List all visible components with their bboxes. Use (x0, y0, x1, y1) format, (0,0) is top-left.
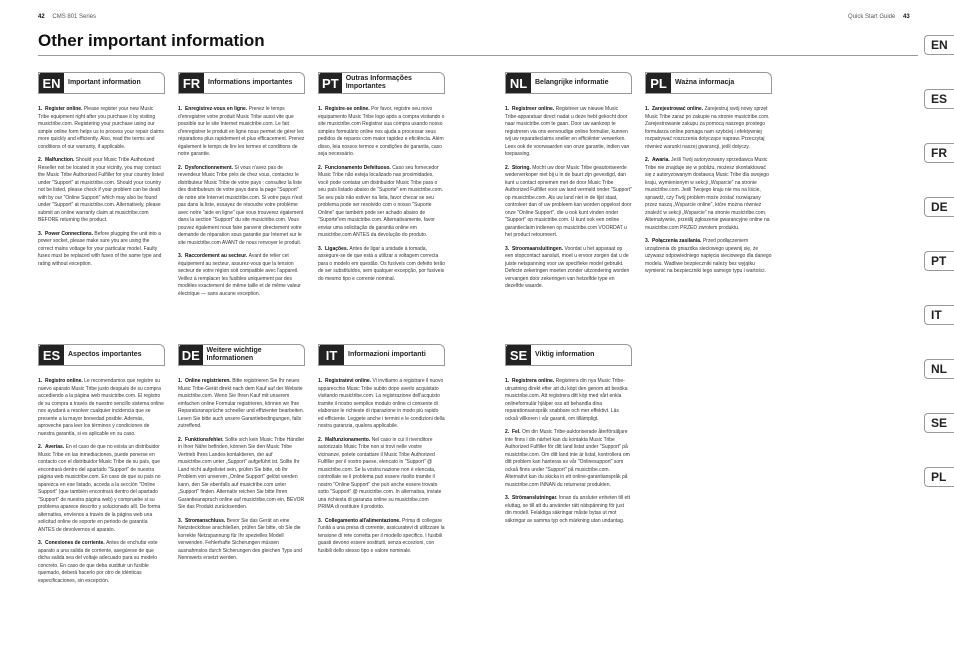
item-title: Registrera online. (511, 378, 556, 384)
section-fr (178, 72, 305, 304)
info-item (38, 106, 165, 151)
item-text: Please register your new Music Tribe equipment right after you purchase it by visiting musictribe.com. Registering your purchase using our simple online form helps us to process your repair claims more quickly and efficiently. Also, read the terms and conditions of our warranty, if applicable. (38, 106, 164, 150)
item-number: 3. (318, 517, 325, 524)
item-text: Le recomendamos que registre su nuevo aparato Music Tribe justo después de su compra accediendo a la página web musictribe.com. El registro de su compra a través de nuestro sencillo sistema online nos ayudará a resolver cualquier incidencia que se presente a la mayor brevedad posible. Además, aproveche para leer los términos y condiciones de nuestra garantía, si es aplicable en su caso. (38, 378, 164, 437)
item-title: Enregistrez-vous en ligne. (184, 106, 249, 112)
item-title: Stromanschluss. (184, 517, 227, 524)
info-item (38, 157, 165, 225)
section-se (505, 344, 632, 531)
item-text: Antes de enchufar este aparato a una salida de corriente, asegúrese de que dicha salida sea del voltaje adecuado para su modelo concreto. En caso de que deba sustituir un fusible quemado, deberá hacerlo por otro de idénticas especificaciones, sin excepción. (38, 540, 158, 584)
section-title: Informations importantes (208, 79, 293, 86)
language-tab-en[interactable]: EN (924, 35, 954, 55)
item-number: 1. (645, 106, 652, 112)
language-code-badge: ES (39, 344, 64, 366)
item-text: En el caso de que no exista un distribuidor Music Tribe en las inmediaciones, puede ponerse en contacto con el distribuidor Music Tribe de su país, que encontrará dentro del apartado "Support" de nuestra página web musictribe.com. En caso de que su país no aparezca en ese listado, acceda a la sección "Online Support" (que también encontrará dentro del apartado "Support" de nuestra página web) y compruebe si su problema aparece descrito y solucionado allí. De forma alternativa, envíenos a través de la página web una solicitud online de soporte en periodo de garantía ANTES de devolvernos el aparato. (38, 444, 161, 533)
section-title: Ważna informacja (675, 79, 735, 86)
section-header (178, 344, 305, 366)
left-page-number: 42 (38, 14, 45, 20)
item-number: 3. (38, 230, 45, 237)
item-text: Caso seu fornecedor Music Tribe não esteja localizado nas proximidades, você pode contatar um distribuidor Music Tribe para o seu país listado abaixo de "Suporte" em musictribe.com. Se seu país não estiver na lista, favor checar se seu problema pode ser resolvido com o nosso "Suporte Online" que também pode ser achado abaixo de "Suporte"em musictribe.com. Alternativamente, favor enviar uma solicitação de garantia online em musictribe.com ANTES da devolução do produto. (318, 164, 443, 238)
info-item (38, 231, 165, 269)
item-text: Avant de relier cet équipement au secteur, assurez-vous que la tension secteur de votre région soit compatible avec l'appareil. Veillez à remplacer les fusibles uniquement par des modèles exactement de même taille et de même valeur électrique — sans aucune exception. (178, 253, 301, 297)
section-title: Weitere wichtige Informationen (206, 347, 262, 362)
item-title: Połączenia zasilania. (651, 238, 703, 244)
item-number: 1. (505, 106, 512, 112)
info-item (505, 495, 632, 525)
info-item (318, 378, 445, 431)
section-items (505, 106, 632, 291)
section-title: Belangrijke informatie (535, 79, 609, 86)
info-item (505, 106, 632, 159)
item-text: Prima di collegare l'unità a una presa di corrente, assicuratevi di utilizzare la tensione di rete corretta per il modello specifico. I fusibili guasti devono essere sostituiti, senza eccezioni, con fusibili dello stesso tipo e valore nominale. (318, 517, 445, 554)
item-number: 3. (38, 540, 45, 546)
item-title: Register online. (44, 106, 84, 112)
item-text: Registreer uw nieuwe Music Tribe-apparatuur direct nadat u deze hebt gekocht door naar musictribe.com te gaan. Door uw aankoop te registreren via ons eenvoudige online formulier, kunnen wij uw reparatieclaims sneller en efficiënter verwerken. Lees ook de voorwaarden van onze garantie, indien van toepassing. (505, 106, 630, 157)
item-text: Si vous n'avez pas de revendeur Music Tribe près de chez vous, contactez le distributeur Music Tribe de votre pays : consultez la liste des distributeurs de votre pays dans la page "Support" de notre site Internet musictribe.com. Si votre pays n'est pas dans la liste, essayez de résoudre votre problème avec notre "aide en ligne" que vous trouverez également dans la section "Support" du site musictribe.com. Vous pouvez également nous faire parvenir directement votre demande de réparation sous garantie par Internet sur le site musictribe.com AVANT de nous renvoyer le produit. (178, 164, 304, 246)
right-page-header (848, 14, 916, 20)
item-text: Nel caso in cui il rivenditore autorizzato Music Tribe non si trovi nelle vostre vicinanze, potete contattare il Music Tribe Authorized Fulfiller per il vostro paese, elencato in "Support" @ musictribe.com. Se la vostra nazione non è elencata, controllate se il problema può essere risolto tramite il nostro "Online Support" che può anche essere trovato sotto "Support" @ musictribe.com. In alternativa, inviate una richiesta di garanzia online su musictribe.com PRIMA di restituire il prodotto. (318, 436, 442, 510)
section-items (178, 106, 305, 298)
item-title: Awaria. (651, 157, 672, 163)
item-text: Registrera din nya Music Tribe-utrustning direkt efter att du köpt den genom att besöka musictribe.com. Att registrera ditt köp med vårt enkla onlineformulär hjälper oss att behandla dina reparationsanspråk snabbare och mer effektivt. Läs också villkoren i vår garanti, om tillämpligt. (505, 378, 628, 422)
section-nl (505, 72, 632, 297)
section-header (505, 72, 632, 94)
info-item (38, 378, 165, 438)
item-title: Registre-se online. (324, 106, 372, 112)
item-text: Om din Music Tribe-auktoriserade återförsäljare inte finns i din närhet kan du kontakta Music Tribe Authorized Fulfiller för ditt land listat under "Support" på musictribe.com. Om ditt land inte är listat, kontrollera om ditt problem kan hanteras av vår "Onlinesupport" som också finns under "Support" på musictribe.com. Alternativt kan du skicka in ett online-garantianspråk på musictribe.com INNAN du returnerar produkten. (505, 429, 630, 488)
item-text: Jeśli Twój autoryzowany sprzedawca Music Tribe nie znajduje się w pobliżu, możesz skontaktować się z autoryzowanym dostawcą Music Tribe dla swojego kraju, wymienionym w sekcji „Wsparcie" na stronie musictribe.com. Jeśli Twojego kraju nie ma na liście, sprawdź, czy Twój problem może zostać rozwiązany przez naszą „Wsparcie online", które można również znaleźć w sekcji „Wsparcie" na stronie musictribe.com. Alternatywnie, prześlij zgłoszenie gwarancyjne online na musictribe.com PRZED zwrotem produktu. (645, 157, 770, 231)
info-item (178, 106, 305, 159)
item-text: Przed podłączeniem urządzenia do gniazdka sieciowego upewnij się, że używasz odpowiedniego napięcia sieciowego dla danego modelu. Wadliwe bezpieczniki należy bez wyjątku wymienić na bezpieczniki tego samego typu i wartości. (645, 238, 772, 274)
item-number: 1. (38, 106, 45, 112)
item-number: 1. (38, 378, 45, 384)
language-code-badge: PL (646, 72, 671, 94)
language-tab-nl[interactable]: NL (924, 359, 954, 379)
item-number: 2. (178, 164, 185, 171)
info-item (505, 165, 632, 240)
title-rule (38, 55, 918, 56)
language-tab-it[interactable]: IT (924, 305, 954, 325)
item-number: 3. (505, 495, 512, 501)
item-title: Registratevi online. (324, 378, 373, 384)
item-title: Conexiones de corriente. (44, 540, 107, 546)
section-items (318, 378, 445, 555)
section-header (318, 72, 445, 94)
item-number: 1. (318, 106, 325, 112)
info-item (178, 253, 305, 298)
right-guide-label: Quick Start Guide (848, 14, 896, 20)
item-number: 1. (318, 378, 325, 384)
info-item (38, 540, 165, 585)
section-es (38, 344, 165, 591)
section-header (505, 344, 632, 366)
language-tab-fr[interactable]: FR (924, 143, 954, 163)
section-items (505, 378, 632, 525)
item-text: Bevor Sie das Gerät an eine Netzsteckdose anschließen, prüfen Sie bitte, ob Sie die korrekte Netzspannung für Ihr spezielles Modell verwenden. Fehlerhafte Sicherungen müssen ausnahmslos durch Sicherungen des gleichen Typs und Nennwerts ersetzt werden. (178, 517, 302, 561)
language-code-badge: FR (179, 72, 204, 94)
item-number: 2. (318, 164, 325, 171)
info-item (645, 157, 772, 232)
language-tab-de[interactable]: DE (924, 197, 954, 217)
left-series-name: CMS 801 Series (52, 14, 97, 20)
item-title: Registreer online. (511, 106, 556, 112)
item-title: Strömanslutningar. (511, 495, 559, 501)
item-text: Prenez le temps d'enregistrer votre produit Music Tribe aussi vite que possible sur le site Internet musictribe.com. Le fait d'enregistrer le produit en ligne nous permet de gérer les réparations plus rapidement et plus efficacement. Prenez également le temps de lire les termes et conditions de notre garantie. (178, 106, 305, 157)
language-tab-se[interactable]: SE (924, 413, 954, 433)
section-it (318, 344, 445, 561)
item-number: 3. (178, 253, 185, 259)
item-title: Zarejestrować online. (651, 106, 705, 112)
language-code-badge: DE (179, 344, 203, 366)
language-tab-pl[interactable]: PL (924, 467, 954, 487)
section-items (38, 378, 165, 585)
section-items (178, 378, 305, 563)
section-items (318, 106, 445, 283)
language-tab-pt[interactable]: PT (924, 251, 954, 271)
section-title: Viktig information (535, 351, 595, 358)
section-header (645, 72, 772, 94)
item-text: Zarejestruj swój nowy sprzęt Music Tribe zaraz po zakupie na stronie musictribe.com. Zarejestrowanie zakupu za pomocą naszego prostego formularza online pomaga nam szybciej i efektywniej rozpatrywać roszczenia dotyczące napraw. Przeczytaj również warunki naszej gwarancji, jeśli dotyczy. (645, 106, 770, 150)
section-header (38, 72, 165, 94)
item-title: Funcionamento Defeituoso. (324, 164, 393, 171)
item-number: 3. (505, 245, 512, 252)
item-title: Averías. (44, 444, 66, 450)
item-number: 2. (318, 436, 325, 443)
item-title: Power Connections. (44, 230, 95, 237)
item-title: Malfunction. (44, 157, 76, 163)
section-pt (318, 72, 445, 289)
language-code-badge: PT (319, 72, 342, 94)
item-title: Malfunzionamento. (324, 436, 372, 443)
section-de (178, 344, 305, 569)
item-number: 1. (178, 106, 185, 112)
item-number: 2. (505, 164, 512, 171)
item-title: Storing. (511, 164, 533, 171)
item-text: Sollte sich kein Music Tribe Händler in Ihrer Nähe befinden, können Sie den Music Tribe Vertrieb Ihres Landes kontaktieren, der auf musictribe.com unter „Support" aufgeführt ist. Sollte Ihr Land nicht aufgelistet sein, prüfen Sie bitte, ob Ihr Problem von unserem „Online Support" gelöst werden kann, den Sie ebenfalls auf musictribe.com unter „Support" finden. Alternativ reichen Sie bitte Ihren Garantieanspruch online auf musictribe.com ein, BEVOR Sie das Produkt zurücksenden. (178, 436, 305, 510)
item-text: Vi invitiamo a registrare il nuovo apparecchio Music Tribe subito dopo averlo acquistato visitando musictribe.com. La registrazione dell'acquisto tramite il nostro semplice modulo online ci consente di elaborare le richieste di riparazione in modo più rapido ed efficiente. Leggete anche i termini e le condizioni della nostra garanzia, qualora applicabile. (318, 378, 445, 429)
info-item (318, 246, 445, 284)
item-number: 3. (645, 238, 652, 244)
item-text: Should your Music Tribe Authorized Reseller not be located in your vicinity, you may contact the Music Tribe Authorized Fulfiller for your country listed under "Support" at musictribe.com. Should your country not be listed, please check if your problem can be dealt with by our "Online Support" which may also be found under "Support" at musictribe.com. Alternatively, please submit an online warranty claim at musictribe.com BEFORE returning the product. (38, 157, 164, 223)
item-title: Ligações. (324, 245, 350, 252)
item-title: Fel. (511, 429, 522, 435)
item-title: Raccordement au secteur. (184, 253, 249, 259)
item-title: Registro online. (44, 378, 85, 384)
info-item (505, 246, 632, 291)
item-title: Funktionsfehler. (184, 436, 225, 443)
section-title: Informazioni importanti (348, 351, 426, 358)
section-items (38, 106, 165, 268)
language-code-badge: IT (319, 344, 344, 366)
item-number: 1. (505, 378, 512, 384)
item-text: Antes de ligar a unidade à tomada, assegure-se de que está a utilizar a voltagem correcta para o modelo em questão. Os fusíveis com defeito terão de ser substituídos, sem qualquer excepção, por fusíveis do mesmo tipo e corrente nominal. (318, 245, 446, 282)
item-text: Mocht uw door Music Tribe geautoriseerde wederverkoper niet bij u in de buurt zijn gevestigd, dan kunt u contact opnemen met de door Music Tribe Authorized Fulfiller voor uw land vermeld onder "Support" op musictribe.com. Als uw land niet in de lijst staat, controleer dan of uw probleem kan worden opgelost door onze "Online Support", die u ook kunt vinden onder "Support" op musictribe.com. U kunt ook een online garantieclaim indienen op musictribe.com VOORDAT u het product retourneert. (505, 164, 632, 238)
info-item (318, 106, 445, 159)
right-page-number: 43 (903, 14, 910, 20)
info-item (38, 444, 165, 534)
info-item (318, 518, 445, 556)
item-title: Online registrieren. (184, 378, 233, 384)
info-item (505, 378, 632, 423)
item-text: Por favor, registre seu novo equipamento Music Tribe logo após a compra visitando o site musictribe.com Registrar sua compra usando nosso simples formulário online nos ajuda a processar seus pedidos de reparos com maior rapidez e eficiência. Além disso, leia nossos termos e condições de garantia, caso seja necessário. (318, 106, 445, 157)
item-title: Stroomaansluitingen. (511, 245, 565, 252)
section-header (178, 72, 305, 94)
language-code-badge: SE (506, 344, 531, 366)
info-item (645, 238, 772, 276)
item-number: 2. (178, 436, 185, 443)
item-number: 3. (178, 517, 185, 524)
item-number: 3. (318, 245, 325, 252)
item-text: Voordat u het apparaat op een stopcontact aansluit, moet u ervoor zorgen dat u de juiste netspanning voor uw specifieke model gebruikt. Defecte zekeringen moeten zonder uitzondering worden vervangen door zekeringen van hetzelfde type en dezelfde waarde. (505, 245, 630, 289)
item-text: Bitte registrieren Sie Ihr neues Music Tribe-Gerät direkt nach dem Kauf auf der Website musictribe.com. Wenn Sie Ihren Kauf mit unserem einfachen online Formular registrieren, können wir Ihre Reparaturansprüche schneller und effizienter bearbeiten. Lesen Sie bitte auch unsere Garantiebedingungen, falls zutreffend. (178, 378, 305, 429)
item-number: 2. (38, 157, 45, 163)
info-item (178, 378, 305, 431)
info-item (178, 437, 305, 512)
section-title: Aspectos importantes (68, 351, 142, 358)
left-page-header (38, 14, 96, 20)
section-header (38, 344, 165, 366)
section-title: Outras Informações Importantes (345, 75, 412, 90)
section-pl (645, 72, 772, 282)
info-item (318, 165, 445, 240)
language-tab-es[interactable]: ES (924, 89, 954, 109)
info-item (178, 518, 305, 563)
item-text: Innan du ansluter enheten till ett eluttag, se till att du använder rätt nätspänning för just din modell. Felaktiga säkringar måste bytas ut mot säkringar av samma typ och märkning utan undantag. (505, 495, 631, 524)
section-en (38, 72, 165, 274)
item-number: 2. (38, 444, 45, 450)
item-title: Dysfonctionnement. (184, 164, 235, 171)
page-title: Other important information (38, 31, 265, 50)
info-item (318, 437, 445, 512)
section-items (645, 106, 772, 276)
item-text: Before plugging the unit into a power socket, please make sure you are using the correct mains voltage for your particular model. Faulty fuses must be replaced with fuses of the same type and rating without exception. (38, 230, 162, 267)
item-number: 2. (645, 157, 652, 163)
language-code-badge: EN (39, 72, 64, 94)
info-item (178, 165, 305, 248)
info-item (645, 106, 772, 151)
section-header (318, 344, 445, 366)
item-number: 2. (505, 429, 512, 435)
language-code-badge: NL (506, 72, 531, 94)
section-title: Important information (68, 79, 141, 86)
info-item (505, 429, 632, 489)
item-title: Collegamento all'alimentazione. (324, 517, 402, 524)
item-number: 1. (178, 378, 185, 384)
